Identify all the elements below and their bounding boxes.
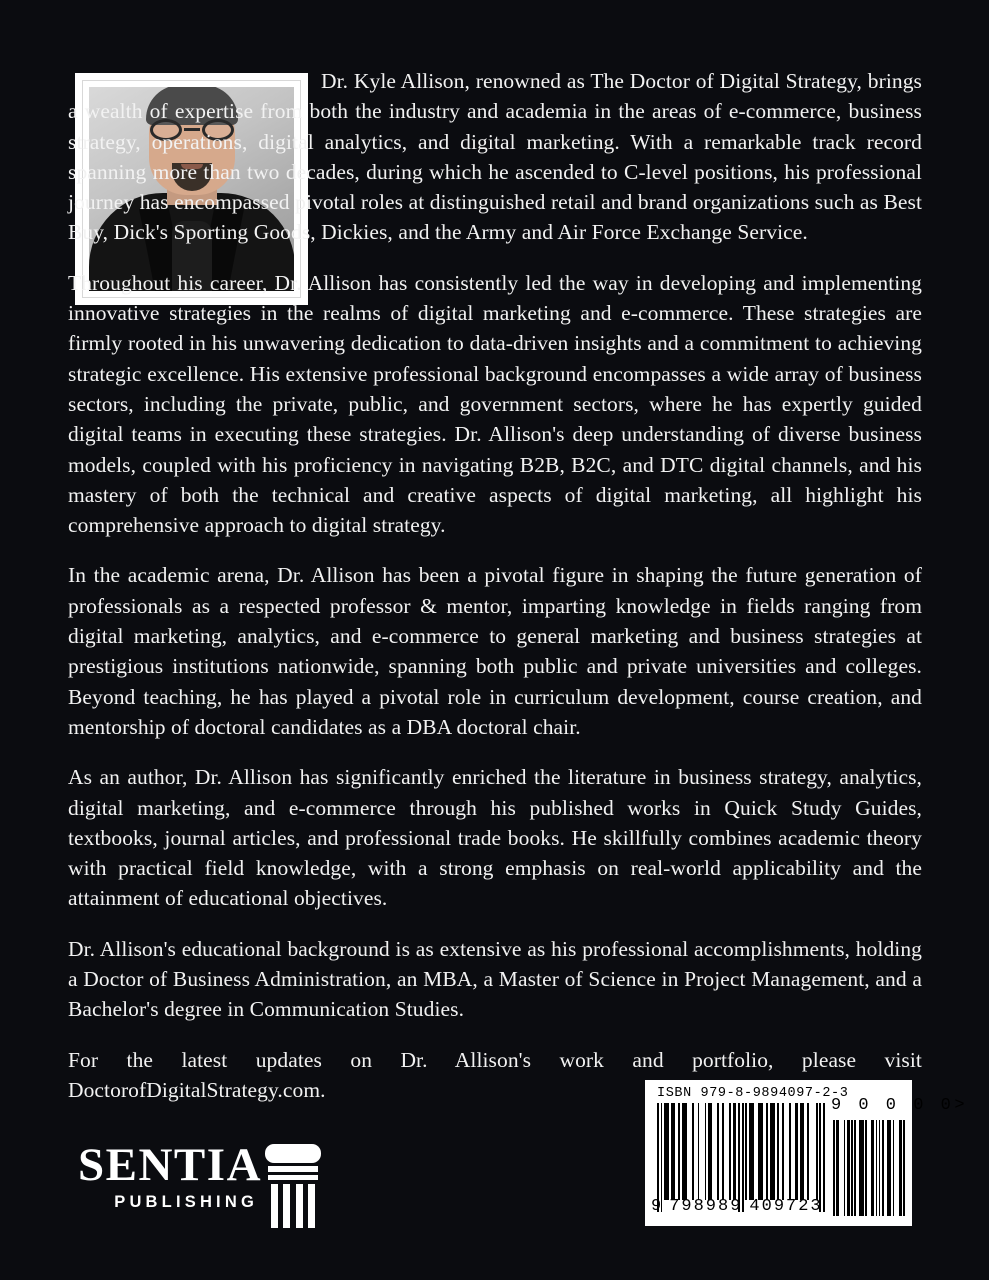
publisher-logo <box>78 1139 328 1230</box>
column-icon <box>264 1144 322 1228</box>
bio-paragraph-6: For the latest updates on Dr. Allison's work and portfolio, please visit DoctorofDigitalStrategy.com. <box>68 1047 922 1102</box>
price-code-text: 9 0 0 0 0> <box>831 1096 969 1115</box>
bio-paragraph-4: As an author, Dr. Allison has significantly enriched the literature in business strategy, analytics, digital marketing, and e-commerce through his published works in Quick Study Guides, textbooks, journal articles, and professional trade books. He skillfully combines academic theory with practical field knowledge, with a strong emphasis on real-world applicability and the attainment of educational objectives. <box>68 765 922 911</box>
bio-paragraph-5: Dr. Allison's educational background is as extensive as his professional accomplishments, holding a Doctor of Business Administration, an MBA, a Master of Science in Project Management, and a Bachelor's degree in Communication Studies. <box>68 936 922 1022</box>
ean-lead-digit: 9 <box>651 1197 664 1216</box>
author-biography <box>68 66 922 1105</box>
ean-group-right: 409723 <box>749 1197 823 1216</box>
ean-group-left: 798989 <box>669 1197 743 1216</box>
column-capital <box>265 1144 321 1163</box>
publisher-tagline: PUBLISHING <box>114 1193 258 1211</box>
price-addon-bars <box>833 1120 905 1216</box>
isbn-text: ISBN 979-8-9894097-2-3 <box>657 1086 849 1101</box>
isbn-barcode <box>645 1080 969 1226</box>
ean13-bars <box>657 1103 825 1200</box>
bio-paragraph-1: Dr. Kyle Allison, renowned as The Doctor of Digital Strategy, brings a wealth of expertise from both the industry and academia in the areas of e-commerce, business strategy, operations, digital analytics, and digital marketing. With a remarkable track record spanning more than two decades, during which he ascended to C-level positions, his professional journey has encompassed pivotal roles at distinguished retail and brand organizations such as Best Buy, Dick's Sporting Goods, Dickies, and the Army and Air Force Exchange Service. <box>68 69 922 245</box>
bio-paragraph-3: In the academic arena, Dr. Allison has been a pivotal figure in shaping the future generation of professionals as a respected professor & mentor, imparting knowledge in fields ranging from digital marketing, analytics, and e-commerce to general marketing and business strategies at prestigious institutions nationwide, spanning both public and private universities and colleges. Beyond teaching, he has played a pivotal role in curriculum development, course creation, and mentorship of doctoral candidates as a DBA doctoral chair. <box>68 563 922 739</box>
publisher-wordmark <box>78 1139 263 1212</box>
column-band-lower <box>268 1175 318 1180</box>
ean13-digits <box>651 1197 831 1216</box>
column-shafts <box>271 1184 315 1228</box>
column-band-upper <box>268 1166 318 1172</box>
bio-paragraph-2: Throughout his career, Dr. Allison has consistently led the way in developing and implementing innovative strategies in the realms of digital marketing and e-commerce. These strategies are firmly rooted in his unwavering dedication to data-driven insights and a commitment to achieving strategic excellence. His extensive professional background encompasses a wide array of business sectors, including the private, public, and government sectors, where he has expertly guided digital teams in executing these strategies. Dr. Allison's deep understanding of diverse business models, coupled with his proficiency in navigating B2B, B2C, and DTC digital channels, and his mastery of both the technical and creative aspects of digital marketing, all highlight his comprehensive approach to digital strategy. <box>68 270 922 538</box>
publisher-name: SENTIA <box>78 1139 263 1191</box>
